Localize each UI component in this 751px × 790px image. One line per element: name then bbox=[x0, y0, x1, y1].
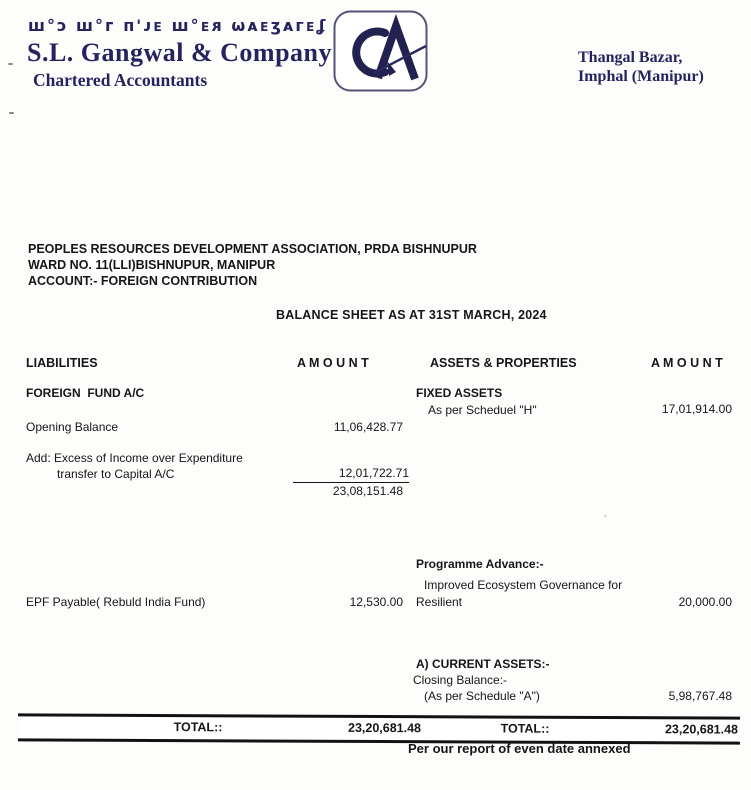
epf-payable-label: EPF Payable( Rebuld India Fund) bbox=[26, 595, 206, 609]
col-header-amount-left: A M O U N T bbox=[297, 356, 369, 370]
firm-subtitle: Chartered Accountants bbox=[33, 70, 208, 90]
total-label-right: TOTAL:: bbox=[500, 721, 550, 736]
closing-balance-label: Closing Balance:- bbox=[413, 673, 508, 687]
add-excess-line2: transfer to Capital A/C bbox=[57, 467, 175, 481]
scan-artifact-speck: ʼ bbox=[604, 514, 607, 526]
org-account-line: ACCOUNT:- FOREIGN CONTRIBUTION bbox=[28, 274, 258, 288]
add-excess-amount: 12,01,722.71 bbox=[293, 466, 409, 483]
total-amount-left: 23,20,681.48 bbox=[347, 720, 422, 736]
address-line-1: Thangal Bazar, bbox=[578, 49, 683, 66]
current-assets-heading: A) CURRENT ASSETS:- bbox=[416, 657, 550, 671]
opening-balance-amount: 11,06,428.77 bbox=[333, 420, 403, 434]
opening-balance-label: Opening Balance bbox=[26, 420, 119, 434]
closing-balance-amount: 5,98,767.48 bbox=[668, 689, 732, 703]
programme-advance-amount: 20,000.00 bbox=[678, 595, 732, 609]
org-name-line: PEOPLES RESOURCES DEVELOPMENT ASSOCIATION, PRDA BISHNUPUR bbox=[28, 242, 477, 256]
firm-name: S.L. Gangwal & Company bbox=[27, 38, 332, 67]
col-header-assets: ASSETS & PROPERTIES bbox=[430, 356, 577, 370]
epf-payable-amount: 12,530.00 bbox=[349, 595, 403, 609]
report-note: Per our report of even date annexed bbox=[408, 741, 631, 756]
col-header-liabilities: LIABILITIES bbox=[26, 356, 98, 370]
fixed-assets-heading: FIXED ASSETS bbox=[416, 386, 503, 400]
scan-artifact-dash bbox=[9, 112, 14, 114]
liability-subtotal-amount: 23,08,151.48 bbox=[332, 484, 403, 498]
org-block bbox=[28, 241, 477, 289]
programme-advance-line1: Improved Ecosystem Governance for bbox=[424, 578, 623, 592]
programme-advance-line2: Resilient bbox=[416, 595, 463, 609]
add-excess-line1: Add: Excess of Income over Expenditure bbox=[26, 451, 243, 465]
address-line-2: Imphal (Manipur) bbox=[578, 68, 704, 85]
total-amount-right: 23,20,681.48 bbox=[664, 722, 739, 737]
ca-institute-logo-icon bbox=[333, 10, 428, 92]
scan-artifact-dash bbox=[8, 63, 13, 65]
col-header-amount-right: A M O U N T bbox=[651, 356, 723, 370]
liability-section-heading: FOREIGN FUND A/C bbox=[26, 386, 145, 400]
total-label-left: TOTAL:: bbox=[173, 720, 223, 735]
firm-address bbox=[578, 48, 704, 86]
total-row bbox=[18, 713, 740, 744]
closing-balance-schedule: (As per Schedule "A") bbox=[424, 689, 540, 703]
balance-sheet-title: BALANCE SHEET AS AT 31ST MARCH, 2024 bbox=[276, 308, 547, 322]
programme-advance-heading: Programme Advance:- bbox=[416, 557, 544, 571]
org-address-line: WARD NO. 11(LLI)BISHNUPUR, MANIPUR bbox=[28, 258, 276, 272]
meitei-script-line: ш°ᴐ ш°ᴦ ᴨ'ᴊᴇ ш°ᴇᴙ ѡᴀᴇӡᴀгᴇʆ bbox=[28, 16, 328, 35]
fixed-assets-amount: 17,01,914.00 bbox=[661, 402, 732, 416]
fixed-assets-schedule: As per Scheduel "H" bbox=[428, 403, 537, 417]
